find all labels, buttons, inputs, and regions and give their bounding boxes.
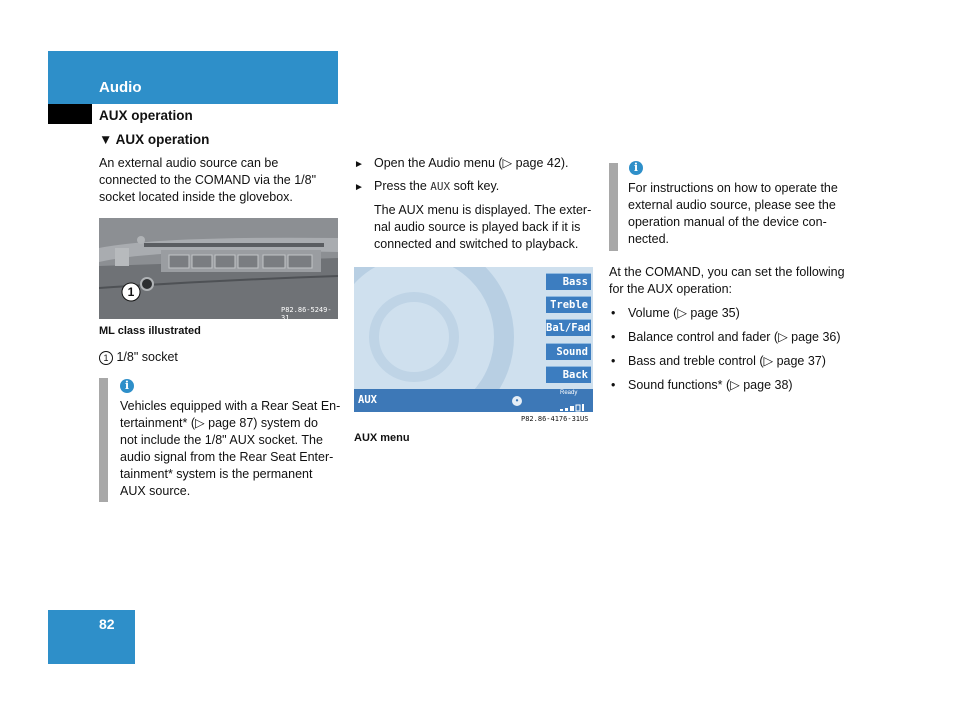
list-item: • Volume (▷ page 35): [611, 306, 740, 320]
photo-callout-1: 1: [127, 285, 135, 299]
signal-strength-icon: [560, 399, 590, 407]
chapter-title: Audio: [99, 79, 142, 96]
glovebox-photo: [99, 218, 338, 319]
list-item: • Bass and treble control (▷ page 37): [611, 354, 826, 368]
subsection-heading: [99, 132, 209, 147]
status-ready-label: Ready: [560, 390, 578, 396]
info-icon: i: [629, 161, 643, 175]
list-item: • Sound functions* (▷ page 38): [611, 378, 793, 392]
list-item-text: Bass and treble control (▷ page 37): [628, 354, 826, 368]
info-line: Vehicles equipped with a Rear Seat En-: [120, 399, 341, 413]
section-marker-bar: [48, 104, 92, 124]
screen-caption: AUX menu: [354, 432, 410, 444]
step-text-before: Press the: [374, 179, 431, 193]
list-item-text: Volume (▷ page 35): [628, 306, 740, 320]
info-line: external audio source, please see the: [628, 198, 836, 212]
step-2: [354, 178, 599, 196]
softkey-sound[interactable]: Sound: [546, 343, 591, 360]
step-1: [354, 155, 599, 173]
intro-paragraph: [99, 155, 344, 206]
info-line: tertainment* (▷ page 87) system do: [120, 416, 318, 430]
info-line: nected.: [628, 232, 670, 246]
softkey-bal-fad[interactable]: Bal/Fad: [546, 319, 591, 336]
legend-number-icon: 1: [99, 351, 113, 365]
photo-reference: P82.86-5249-31: [281, 306, 332, 319]
page-number-box: [48, 610, 135, 664]
result-paragraph: [374, 202, 599, 253]
info-line: not include the 1/8" AUX socket. The: [120, 433, 323, 447]
info-bar: [99, 378, 108, 502]
intro-line: for the AUX operation:: [609, 282, 732, 296]
step-text: Open the Audio menu (▷ page 42).: [374, 156, 569, 170]
list-item-text: Sound functions* (▷ page 38): [628, 378, 793, 392]
aux-softkey-label: AUX: [430, 180, 451, 193]
step-arrow-icon: ►: [354, 182, 364, 193]
heading-text: AUX operation: [115, 132, 210, 147]
section-title: AUX operation: [99, 108, 193, 123]
result-line: The AUX menu is displayed. The exter-: [374, 203, 592, 217]
info-icon: i: [120, 379, 134, 393]
result-line: connected and switched to playback.: [374, 237, 579, 251]
page-number: 82: [99, 616, 115, 632]
list-item: • Balance control and fader (▷ page 36): [611, 330, 841, 344]
info-line: audio signal from the Rear Seat Enter-: [120, 450, 334, 464]
settings-intro: [609, 264, 859, 298]
status-disc-icon: •: [512, 396, 522, 406]
intro-line: socket located inside the glovebox.: [99, 190, 293, 204]
softkey-back[interactable]: Back: [546, 366, 591, 383]
info-note: [628, 180, 858, 248]
screen-reference: P82.86-4176-31US: [521, 415, 589, 423]
status-source-label: AUX: [358, 394, 377, 406]
settings-list: [609, 305, 859, 401]
info-bar: [609, 163, 618, 251]
info-note: [120, 398, 355, 500]
glovebox-illustration: [99, 218, 338, 319]
info-line: AUX source.: [120, 484, 191, 498]
info-line: tainment* system is the permanent: [120, 467, 313, 481]
photo-caption: ML class illustrated: [99, 325, 201, 337]
info-line: operation manual of the device con-: [628, 215, 827, 229]
legend-item: [99, 349, 178, 366]
heading-marker-icon: ▼: [99, 132, 113, 147]
screen-status-bar: [354, 389, 593, 412]
softkey-bass[interactable]: Bass: [546, 273, 591, 290]
softkey-treble[interactable]: Treble: [546, 296, 591, 313]
step-text-after: soft key.: [450, 179, 500, 193]
result-line: nal audio source is played back if it is: [374, 220, 581, 234]
intro-line: At the COMAND, you can set the following: [609, 265, 845, 279]
list-item-text: Balance control and fader (▷ page 36): [628, 330, 841, 344]
info-line: For instructions on how to operate the: [628, 181, 838, 195]
aux-menu-screen: [354, 267, 593, 412]
intro-line: connected to the COMAND via the 1/8": [99, 173, 317, 187]
header-band: [48, 51, 338, 104]
legend-text: 1/8" socket: [116, 350, 178, 364]
intro-line: An external audio source can be: [99, 156, 279, 170]
step-arrow-icon: ►: [354, 159, 364, 170]
